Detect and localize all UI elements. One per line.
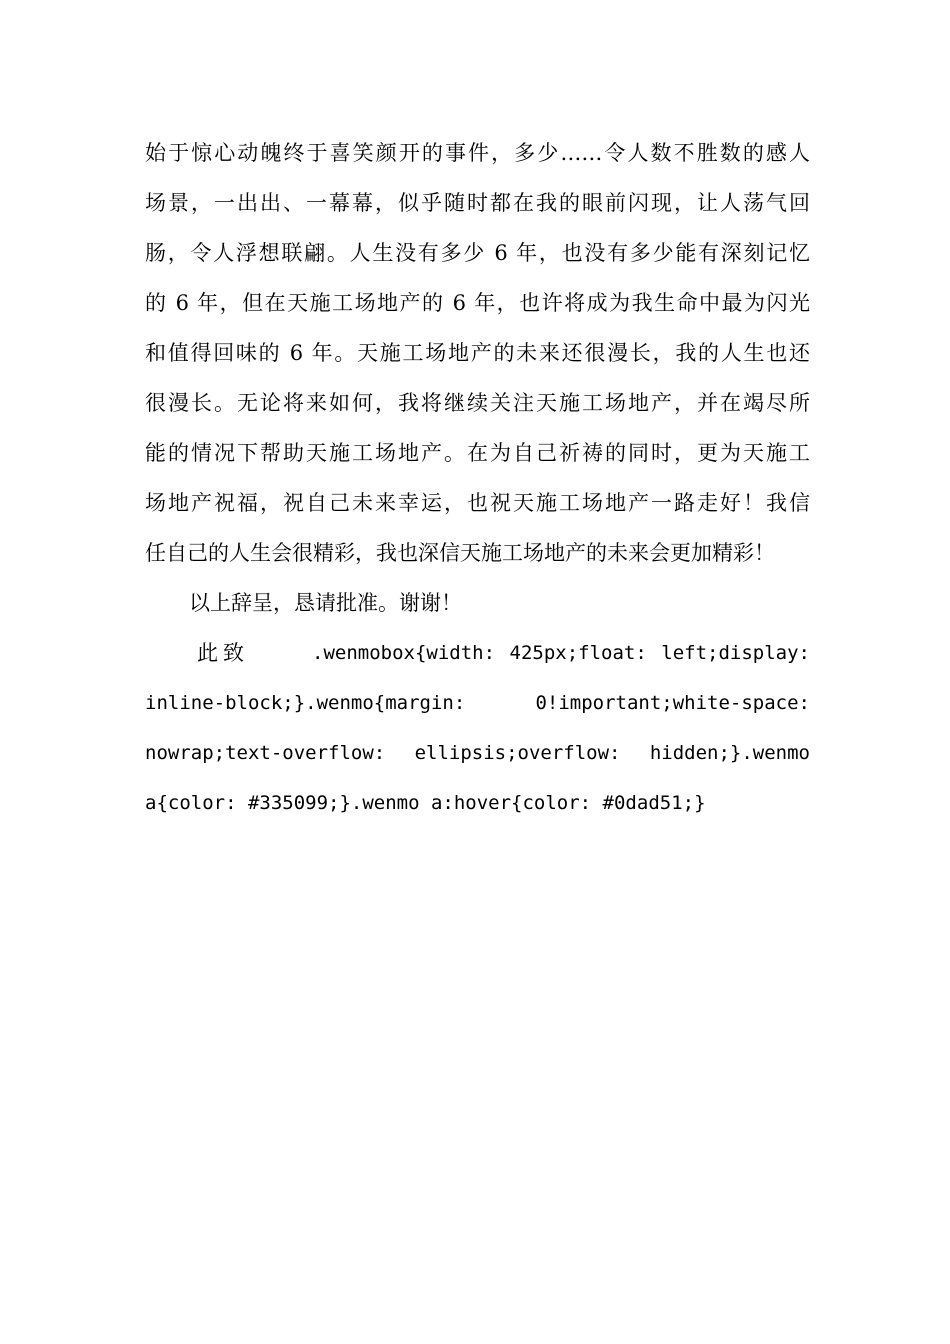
code-text-line: nowrap;text-overflow: ellipsis;overflow: hidden;}.wenmo (145, 742, 810, 764)
paragraph-line: 和值得回味的 6 年。天施工场地产的未来还很漫长，我的人生也还 (145, 341, 810, 365)
document-body (145, 128, 810, 828)
paragraph-line: 任自己的人生会很精彩，我也深信天施工场地产的未来会更加精彩！ (145, 541, 775, 565)
paragraph-line: 始于惊心动魄终于喜笑颜开的事件，多少……令人数不胜数的感人 (145, 141, 810, 165)
paragraph-line: 肠，令人浮想联翩。人生没有多少 6 年，也没有多少能有深刻记忆 (145, 241, 810, 265)
salutation: 此致 (197, 641, 249, 665)
paragraph-line: 场地产祝福，祝自己未来幸运，也祝天施工场地产一路走好！我信 (145, 491, 810, 515)
paragraph-line: 场景，一出出、一幕幕，似乎随时都在我的眼前闪现，让人荡气回 (145, 191, 810, 215)
paragraph-line: 很漫长。无论将来如何，我将继续关注天施工场地产，并在竭尽所 (145, 391, 810, 415)
salutation-row (145, 628, 810, 678)
paragraph-line: 的 6 年，但在天施工场地产的 6 年，也许将成为我生命中最为闪光 (145, 291, 810, 315)
code-text-line: .wenmobox{width: 425px;float: left;display: (312, 642, 810, 664)
code-text-line: a{color: #335099;}.wenmo a:hover{color: #0dad51;} (145, 792, 706, 814)
code-text-line: inline-block;}.wenmo{margin: 0!important;white-space: (145, 692, 810, 714)
closing-line: 以上辞呈，恳请批准。谢谢！ (189, 591, 462, 615)
paragraph-line: 能的情况下帮助天施工场地产。在为自己祈祷的同时，更为天施工 (145, 441, 810, 465)
